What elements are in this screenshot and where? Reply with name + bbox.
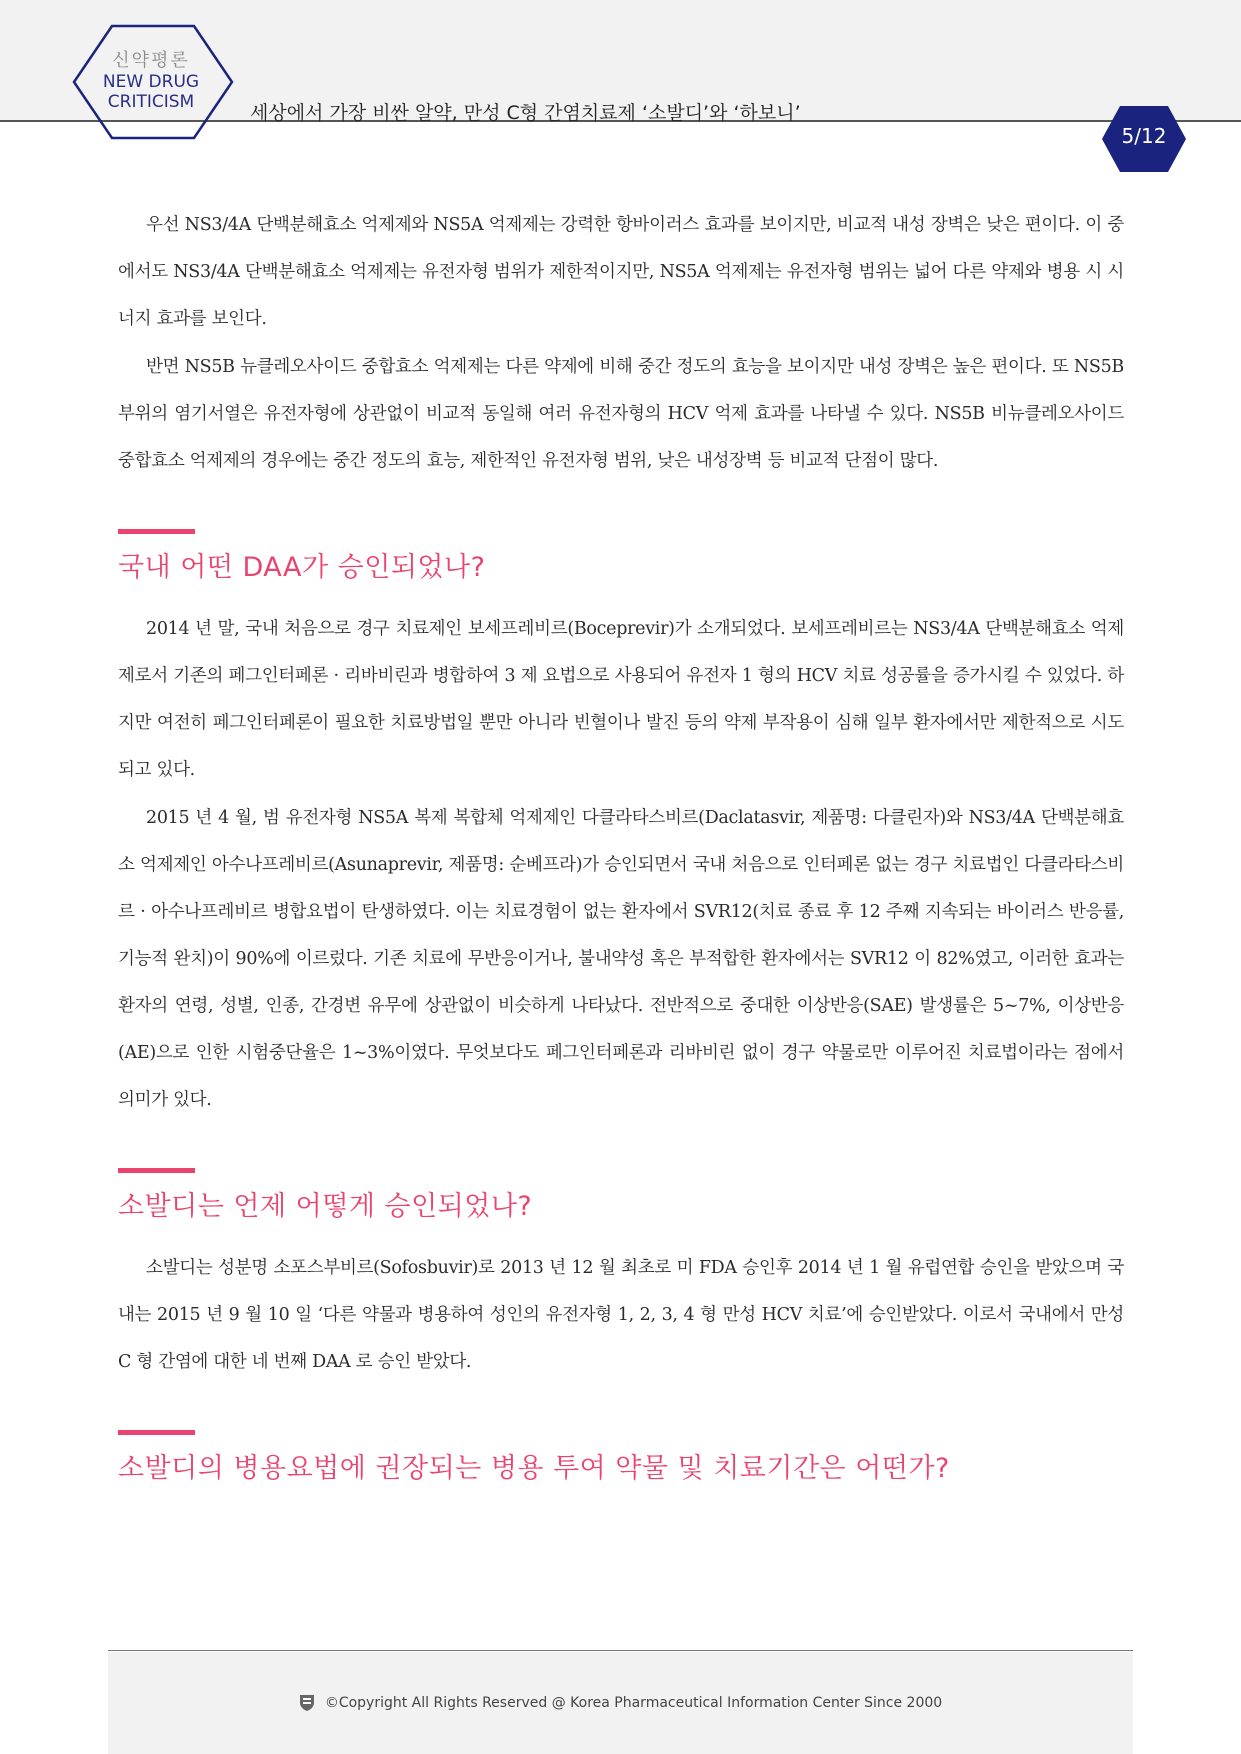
section-heading: 소발디는 언제 어떻게 승인되었나? (118, 1191, 533, 1222)
intro-paragraph: 우선 NS3/4A 단백분해효소 억제제와 NS5A 억제제는 강력한 항바이러스 효과를 보이지만, 비교적 내성 장벽은 낮은 편이다. 이 중에서도 NS3/4A 단백분해효소 억제제는 유전자형 범위가 제한적이지만, NS5A 억제제는 유전자형 범위는 넓어 다른 약제와 병용 시 시너지 효과를 보인다. (118, 215, 1124, 329)
section-accent-bar (118, 1168, 195, 1173)
section-accent-bar (118, 1430, 195, 1435)
shield-logo-icon (299, 1694, 315, 1712)
page-footer (108, 1652, 1133, 1754)
logo-english-line1: NEW DRUG (102, 72, 200, 92)
section-paragraph: 소발디는 성분명 소포스부비르(Sofosbuvir)로 2013 년 12 월 최초로 미 FDA 승인후 2014 년 1 월 유럽연합 승인을 받았으며 국내는 2015 년 9 월 10 일 ‘다른 약물과 병용하여 성인의 유전자형 1, 2, 3, 4 형 만성 HCV 치료’에 승인받았다. 이로서 국내에서 만성 C 형 간염에 대한 네 번째 DAA 로 승인 받았다. (118, 1258, 1124, 1372)
section-heading: 소발디의 병용요법에 권장되는 병용 투여 약물 및 치료기간은 어떤가? (118, 1453, 950, 1484)
copyright-notice (108, 1694, 1133, 1712)
copyright-text: ©Copyright All Rights Reserved @ Korea Pharmaceutical Information Center Since 2000 (324, 1695, 943, 1711)
section-heading: 국내 어떤 DAA가 승인되었나? (118, 552, 486, 583)
article-body (118, 202, 1124, 1507)
logo-english-line2: CRITICISM (107, 92, 195, 112)
section-paragraph: 2015 년 4 월, 범 유전자형 NS5A 복제 복합체 억제제인 다클라타스비르(Daclatasvir, 제품명: 다클린자)와 NS3/4A 단백분해효소 억제제인 아수나프레비르(Asunaprevir, 제품명: 순베프라)가 승인되면서 국내 처음으로 인터페론 없는 경구 치료법인 다클라타스비르 · 아수나프레비르 병합요법이 탄생하였다. 이는 치료경험이 없는 환자에서 SVR12(치료 종료 후 12 주째 지속되는 바이러스 반응률, 기능적 완치)이 90%에 이르렀다. 기존 치료에 무반응이거나, 불내약성 혹은 부적합한 환자에서는 SVR12 이 82%였고, 이러한 효과는 환자의 연령, 성별, 인종, 간경변 유무에 상관없이 비슷하게 나타났다. 전반적으로 중대한 이상반응(SAE) 발생률은 5~7%, 이상반응(AE)으로 인한 시험중단율은 1~3%이였다. 무엇보다도 페그인터페론과 리바비린 없이 경구 약물로만 이루어진 치료법이라는 점에서 의미가 있다. (118, 808, 1124, 1110)
section-paragraph: 2014 년 말, 국내 처음으로 경구 치료제인 보세프레비르(Boceprevir)가 소개되었다. 보세프레비르는 NS3/4A 단백분해효소 억제제로서 기존의 페그인터페론 · 리바비린과 병합하여 3 제 요법으로 사용되어 유전자 1 형의 HCV 치료 성공률을 증가시킬 수 있었다. 하지만 여전히 페그인터페론이 필요한 치료방법일 뿐만 아니라 빈혈이나 발진 등의 약제 부작용이 심해 일부 환자에서만 제한적으로 시도되고 있다. (118, 619, 1124, 780)
page-number: 5/12 (1121, 124, 1167, 148)
document-title: 세상에서 가장 비싼 알약, 만성 C형 간염치료제 ‘소발디’와 ‘하보니’ (250, 102, 801, 124)
logo-korean: 신약평론 (112, 50, 190, 71)
footer-rule (108, 1650, 1133, 1651)
logo (96, 50, 206, 112)
section-accent-bar (118, 529, 195, 534)
intro-paragraph: 반면 NS5B 뉴클레오사이드 중합효소 억제제는 다른 약제에 비해 중간 정도의 효능을 보이지만 내성 장벽은 높은 편이다. 또 NS5B 부위의 염기서열은 유전자형에 상관없이 비교적 동일해 여러 유전자형의 HCV 억제 효과를 나타낼 수 있다. NS5B 비뉴클레오사이드 중합효소 억제제의 경우에는 중간 정도의 효능, 제한적인 유전자형 범위, 낮은 내성장벽 등 비교적 단점이 많다. (118, 357, 1124, 471)
